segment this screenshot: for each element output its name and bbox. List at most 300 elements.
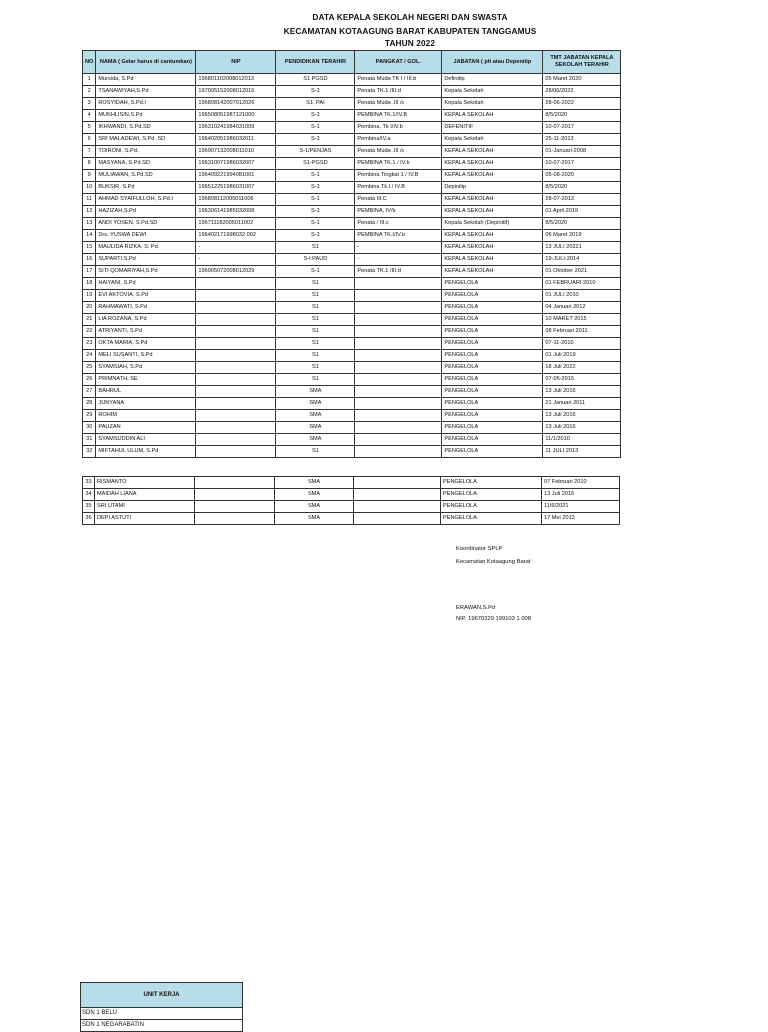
cell-nip: 196801102008012013 [196,74,276,86]
cell-nip: 196402051986032011 [196,134,276,146]
cell-jabatan: PENGELOLA [442,398,543,410]
cell-tmt: 8/5/2020 [543,218,621,230]
cell-pangkat [355,326,442,338]
cell-nip [195,513,275,525]
cell-jabatan: PENGELOLA [442,350,543,362]
cell-pangkat [355,362,442,374]
cell-pendidikan: S-1 [276,110,355,122]
cell-nip [196,446,276,458]
table-row [83,477,620,489]
cell-nama: Drs. YUSWA DEWI [96,230,196,242]
cell-nip: 196508051987121000 [196,110,276,122]
table-row [83,410,621,422]
cell-jabatan: PENGELOLA [442,302,543,314]
cell-nip [195,501,275,513]
header-no: NO [83,51,96,74]
cell-pendidikan: S-1 [276,182,355,194]
cell-pendidikan: S-1 [276,194,355,206]
cell-no: 32 [83,446,96,458]
cell-jabatan: PENGELOLA [442,374,543,386]
cell-jabatan: PENGELOLA [442,446,543,458]
cell-jabatan: Definitip [442,74,543,86]
cell-tmt: 07 Februari 2010 [542,477,620,489]
cell-nama: PAUZAN [96,422,196,434]
header-nip: NIP [196,51,276,74]
cell-pangkat: Penata / III.c [355,218,442,230]
cell-pangkat [355,338,442,350]
cell-pangkat [355,386,442,398]
cell-no: 23 [83,338,96,350]
cell-nip [196,278,276,290]
signature-name: ERAWAN,S.Pd [456,605,496,611]
unit-kerja-header: UNIT KERJA [81,983,243,1008]
cell-jabatan: KEPALA SEKOLAH [442,242,543,254]
table-row [83,290,621,302]
table-row [83,326,621,338]
cell-pendidikan: SMA [275,477,354,489]
cell-tmt: 19-JULI-2014 [543,254,621,266]
cell-tmt: 11/1/2010 [543,434,621,446]
cell-jabatan: PENGELOLA [441,513,542,525]
cell-tmt: 01 Oktober 2021 [543,266,621,278]
cell-pangkat: PEMBINA, IV/b [355,206,442,218]
cell-jabatan: KEPALA SEKOLAH [442,206,543,218]
cell-tmt: 13 Juli 2016 [543,410,621,422]
cell-nama: MIFTAHUL ULUM, S.Pd [96,446,196,458]
unit-kerja-item: SDN 1 BELU [81,1008,243,1020]
cell-nama: ROHIM [96,410,196,422]
table-row [83,350,621,362]
cell-jabatan: PENGELOLA [441,489,542,501]
cell-pendidikan: SMA [276,386,355,398]
table-row [83,513,620,525]
cell-no: 30 [83,422,96,434]
header-nama: NAMA ( Gelar harus di cantumkan) [96,51,196,74]
cell-tmt: 13 JULI 20221 [543,242,621,254]
cell-tmt: 01 April 2019 [543,206,621,218]
cell-pangkat [355,290,442,302]
cell-no: 12 [83,206,96,218]
cell-jabatan: KEPALA SEKOLAH [442,170,543,182]
table-header-row [83,51,621,74]
cell-nama: MAULIDA RIZKA, S. Pd. [96,242,196,254]
table-row [83,434,621,446]
cell-jabatan: KEPALA SEKOLAH [442,158,543,170]
cell-nip [195,477,275,489]
cell-pendidikan: S-I PAUD [276,254,355,266]
table-row [83,206,621,218]
cell-tmt: 28/06/2022 [543,86,621,98]
cell-pendidikan: S1-PGSD [276,158,355,170]
cell-nama: ANDI YOSEN, S.Pd.SD [96,218,196,230]
cell-tmt: 21 Januari 2011 [543,398,621,410]
table-row [83,489,620,501]
header-jabatan: JABATAN ( plt atau Depenitip [442,51,543,74]
table-row [83,314,621,326]
cell-tmt: 01 FEBRUARI 2010 [543,278,621,290]
cell-no: 28 [83,398,96,410]
cell-nip [196,290,276,302]
cell-jabatan: PENGELOLA [442,314,543,326]
cell-no: 24 [83,350,96,362]
cell-nama: MUKHLISIN,S.Pd [96,110,196,122]
cell-jabatan: PENGELOLA [442,362,543,374]
cell-jabatan: PENGELOLA [441,477,542,489]
cell-pendidikan: S1 [276,302,355,314]
cell-nama: SYAMSIAH, S.Pd [96,362,196,374]
cell-no: 33 [83,477,95,489]
cell-pendidikan: S1 [276,374,355,386]
table-row [83,422,621,434]
cell-nip: 196310071986032007 [196,158,276,170]
cell-tmt: 28-07-2013 [543,194,621,206]
cell-jabatan: PENGELOLA [441,501,542,513]
cell-jabatan: PENGELOLA [442,422,543,434]
cell-pendidikan: S-1 [276,230,355,242]
cell-nip [196,398,276,410]
cell-pendidikan: S-1/PENJAS [276,146,355,158]
cell-nip: 197005152008012016 [196,86,276,98]
table-body-continued [83,477,620,525]
cell-nama: LIA ROZANA, S.Pd [96,314,196,326]
cell-pangkat: Penata TK.1 /III.d [355,266,442,278]
cell-nama: BUKSIR, S.Pd [96,182,196,194]
cell-nip [196,362,276,374]
cell-no: 13 [83,218,96,230]
table-row [83,501,620,513]
cell-pendidikan: S1 [276,242,355,254]
cell-tmt: 08 Februari 2011 [543,326,621,338]
cell-tmt: 01-Januari-2008 [543,146,621,158]
cell-nip: 196907132008011010 [196,146,276,158]
cell-tmt: 07-11-2010 [543,338,621,350]
cell-nama: HAZIZAH,S.Pd [96,206,196,218]
cell-nip: 196711182005011002 [196,218,276,230]
cell-no: 8 [83,158,96,170]
cell-tmt: 01 JULI 2010 [543,290,621,302]
cell-nama: EVI AKTOVIA, S.Pd [96,290,196,302]
table-row [83,302,621,314]
cell-no: 11 [83,194,96,206]
cell-pendidikan: S1 [276,446,355,458]
cell-pendidikan: S1 [276,362,355,374]
table-row [83,230,621,242]
cell-nip: 196808112005011006 [196,194,276,206]
cell-tmt: 01 Juli 2019 [543,350,621,362]
cell-tmt: 17 Mei 2013 [542,513,620,525]
cell-pendidikan: SMA [276,434,355,446]
cell-tmt: 13 Juli 2016 [542,489,620,501]
cell-no: 16 [83,254,96,266]
table-row [83,98,621,110]
cell-pendidikan: S1 [276,290,355,302]
cell-tmt: 05 Maret 2020 [543,74,621,86]
cell-jabatan: PENGELOLA [442,338,543,350]
table-row [83,122,621,134]
cell-nama: TSANAWIYAH,S.Pd [96,86,196,98]
cell-no: 9 [83,170,96,182]
cell-nip [196,350,276,362]
cell-tmt: 04 Januari 2012 [543,302,621,314]
cell-pendidikan: SMA [276,422,355,434]
table-row [83,134,621,146]
cell-nip: 196512251986031007 [196,182,276,194]
cell-jabatan: KEPALA SEKOLAH [442,110,543,122]
cell-jabatan: Kepala Sekolah [442,86,543,98]
cell-nama: JUNYANA [96,398,196,410]
cell-nama: ATRIYANTI, S.Pd [96,326,196,338]
cell-nama: SRI MALADEWI, S.Pd .SD [96,134,196,146]
cell-pangkat: Pembina, Tk I/IV.b [355,122,442,134]
cell-pendidikan: S-1 [276,170,355,182]
cell-tmt: 06 Maret 2019 [543,230,621,242]
cell-pangkat [355,314,442,326]
cell-pangkat [355,302,442,314]
cell-tmt: 11 JULI 2013 [543,446,621,458]
cell-jabatan: KEPALA SEKOLAH [442,194,543,206]
cell-no: 26 [83,374,96,386]
cell-pendidikan: S-1 [276,134,355,146]
table-row [83,278,621,290]
table-row [83,194,621,206]
cell-tmt: 11/6/2021 [542,501,620,513]
document-title-line-3: TAHUN 2022 [384,38,436,48]
cell-pangkat [355,410,442,422]
cell-pendidikan: S1. PAI [276,98,355,110]
cell-no: 35 [83,501,95,513]
table-row [83,182,621,194]
header-tmt: TMT JABATAN KEPALA SEKOLAH TERAHIR [543,51,621,74]
cell-nip [196,374,276,386]
cell-no: 10 [83,182,96,194]
cell-tmt: 25-11-2013 [543,134,621,146]
cell-jabatan: PENGELOLA [442,290,543,302]
cell-jabatan: DEFENITIF [442,122,543,134]
cell-pangkat [355,350,442,362]
cell-pangkat [354,513,441,525]
table-body-main [83,74,621,458]
cell-pendidikan: S1 [276,326,355,338]
cell-no: 1 [83,74,96,86]
cell-tmt: 28-06-2022 [543,98,621,110]
cell-nip [196,434,276,446]
cell-nip [196,338,276,350]
cell-nama: MAIDAH LIANA [95,489,195,501]
cell-no: 7 [83,146,96,158]
cell-jabatan: Depinitip [442,182,543,194]
cell-pangkat: PEMBINA TK.1 / IV.b [355,158,442,170]
cell-pangkat: Penata Muda .III /c [355,146,442,158]
cell-pangkat: PEMBINA TK.I/IV.b [355,230,442,242]
table-row [83,374,621,386]
cell-nama: Mursida, S.Pd [96,74,196,86]
cell-no: 21 [83,314,96,326]
cell-pangkat: - [355,242,442,254]
cell-pendidikan: SMA [276,398,355,410]
cell-tmt: 10-07-2017 [543,158,621,170]
unit-kerja-item: SDN 1 NEGARABATIN [81,1020,243,1032]
cell-no: 20 [83,302,96,314]
cell-pendidikan: SMA [276,410,355,422]
cell-nip [195,489,275,501]
cell-pangkat [354,477,441,489]
cell-nip [196,326,276,338]
table-row [83,386,621,398]
cell-no: 25 [83,362,96,374]
cell-jabatan: Kepala Sekolah (Depinitif) [442,218,543,230]
table-row [83,146,621,158]
table-row [83,74,621,86]
cell-jabatan: PENGELOLA [442,434,543,446]
signature-nip: NIP. 19670329 199103 1 008 [456,616,531,622]
cell-nip [196,314,276,326]
cell-no: 3 [83,98,96,110]
cell-nip: 196409221994081001 [196,170,276,182]
cell-pendidikan: SMA [275,489,354,501]
cell-nip: 196402171998032 002 [196,230,276,242]
cell-nama: SITI QOMARIYAH,S.Pd [96,266,196,278]
cell-jabatan: Kepala Sekolah [442,134,543,146]
cell-tmt: 13 Juli 2016 [543,422,621,434]
cell-nip [196,422,276,434]
cell-nama: SRI UTAMI [95,501,195,513]
cell-nip: - [196,242,276,254]
cell-no: 19 [83,290,96,302]
cell-nama: SUPARTI,S.Pd [96,254,196,266]
document-title-line-2: KECAMATAN KOTAAGUNG BARAT KABUPATEN TANGGAMUS [283,26,537,36]
table-row [83,254,621,266]
cell-jabatan: KEPALA SEKOLAH [442,230,543,242]
cell-no: 2 [83,86,96,98]
cell-nip: - [196,254,276,266]
table-row [83,398,621,410]
cell-no: 15 [83,242,96,254]
cell-jabatan: PENGELOLA [442,326,543,338]
cell-nama: MELI SUSANTI, S.Pd [96,350,196,362]
cell-no: 27 [83,386,96,398]
header-pendidikan: PENDIDIKAN TERAHIR [276,51,355,74]
cell-pangkat: Penata Muda .III /c [355,98,442,110]
cell-pendidikan: S1 [276,314,355,326]
cell-pendidikan: S-1 [276,206,355,218]
cell-no: 14 [83,230,96,242]
cell-tmt: 8/5/2020 [543,182,621,194]
cell-jabatan: KEPALA SEKOLAH [442,254,543,266]
cell-nama: HAIYANI, S.Pd [96,278,196,290]
cell-tmt: 8/5/2020 [543,110,621,122]
table-row [83,170,621,182]
table-row [83,266,621,278]
cell-pangkat [355,422,442,434]
cell-jabatan: PENGELOLA [442,410,543,422]
cell-pendidikan: S1 [276,338,355,350]
cell-nama: SYAMSUDDIN ALI [96,434,196,446]
cell-pangkat [354,489,441,501]
cell-pangkat: Pembina Tingkat 1 / IV.B [355,170,442,182]
cell-pendidikan: S1 PGSD [276,74,355,86]
cell-pendidikan: S-1 [276,122,355,134]
cell-no: 34 [83,489,95,501]
cell-nama: DEPI ASTUTI [95,513,195,525]
cell-pendidikan: S1 [276,278,355,290]
cell-pangkat: Pembina Tk.I / IV.B [355,182,442,194]
cell-nama: OKTA MARIA, S.Pd [96,338,196,350]
cell-pangkat [355,434,442,446]
cell-pendidikan: SMA [275,501,354,513]
cell-nama: ROSYIDAH, S.Pd.I [96,98,196,110]
cell-nip [196,302,276,314]
cell-jabatan: KEPALA SEKOLAH [442,266,543,278]
table-row [83,242,621,254]
cell-pendidikan: S-1 [276,86,355,98]
cell-no: 6 [83,134,96,146]
cell-pangkat [355,398,442,410]
cell-pangkat: Penata Muda TK I / III.b [355,74,442,86]
unit-kerja-table [80,982,243,1032]
signature-role-1: Koordinator SPLP [456,546,503,552]
cell-nama: BAHRUL [96,386,196,398]
table-row [83,338,621,350]
cell-nip: 196306141985032008 [196,206,276,218]
cell-tmt: 10-07-2017 [543,122,621,134]
cell-pangkat: Penata TK.1 /III.d [355,86,442,98]
cell-pangkat: PEMBINA TK.1/IV.B [355,110,442,122]
cell-no: 4 [83,110,96,122]
headmaster-table [82,50,621,458]
cell-pangkat [355,446,442,458]
table-row [83,218,621,230]
cell-nama: AHMAD SYAIFULLOH, S.Pd.I [96,194,196,206]
cell-no: 18 [83,278,96,290]
cell-nama: RAHMAWATI, S.Pd [96,302,196,314]
cell-nama: MASYANA, S.Pd.SD [96,158,196,170]
cell-nama: RISMANTO [95,477,195,489]
cell-pangkat [355,278,442,290]
signature-role-2: Kecamatan Kotaagung Barat [456,559,531,565]
cell-nama: TOIRONI, S.Pd. [96,146,196,158]
cell-pendidikan: SMA [275,513,354,525]
cell-pangkat: - [355,254,442,266]
cell-tmt: 18 Juli 2022 [543,362,621,374]
cell-nip: 196310241984031009 [196,122,276,134]
cell-tmt: 07-05-2015 [543,374,621,386]
cell-tmt: 10 MARET 2015 [543,314,621,326]
cell-nip [196,410,276,422]
cell-jabatan: Kepala Sekolah [442,98,543,110]
table-row [83,110,621,122]
header-pangkat: PANGKAT / GOL. [355,51,442,74]
cell-tmt: 05-08-2020 [543,170,621,182]
cell-jabatan: PENGELOLA [442,386,543,398]
cell-jabatan: KEPALA SEKOLAH [442,146,543,158]
document-title-line-1: DATA KEPALA SEKOLAH NEGERI DAN SWASTA [312,12,508,22]
cell-pendidikan: S1 [276,350,355,362]
cell-pendidikan: S-1 [276,266,355,278]
cell-no: 22 [83,326,96,338]
cell-pangkat: Penata III.C [355,194,442,206]
table-row [83,158,621,170]
cell-pangkat [354,501,441,513]
cell-pendidikan: S-1 [276,218,355,230]
cell-nip: 196905072008012029 [196,266,276,278]
cell-pangkat [355,374,442,386]
cell-nama: MULIAWAN, S.Pd.SD [96,170,196,182]
cell-no: 5 [83,122,96,134]
cell-tmt: 13 Juli 2016 [543,386,621,398]
cell-nip [196,386,276,398]
cell-no: 17 [83,266,96,278]
table-row [83,446,621,458]
